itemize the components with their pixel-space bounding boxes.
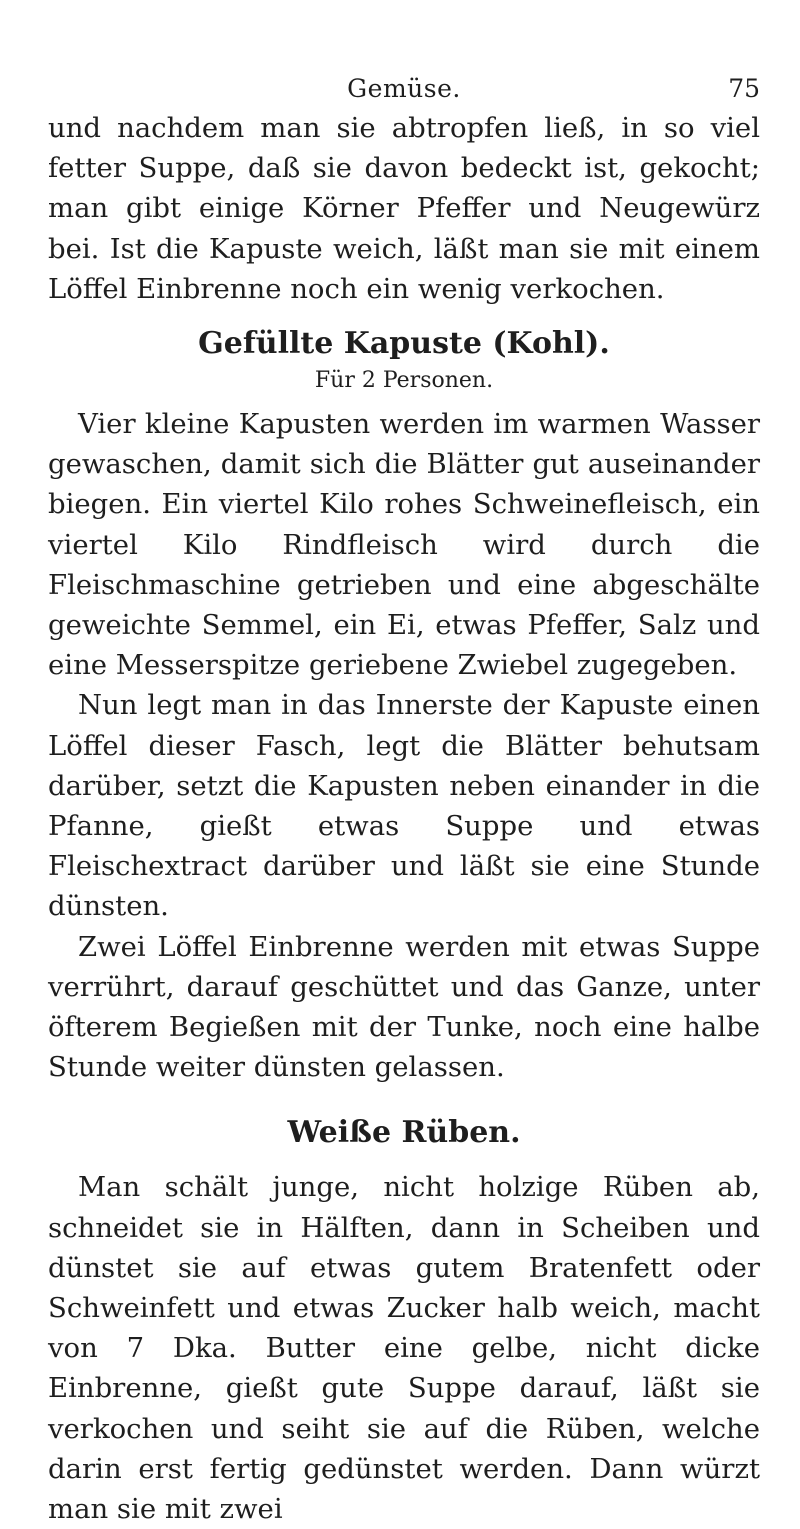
intro-paragraph: und nachdem man sie abtropfen ließ, in so viel fetter Suppe, daß sie davon bedeckt ist, gekocht; man gibt einige Körner Pfeffer und Neugewürz bei. Ist die Kapuste weich, läßt man sie mit einem Löffel Einbrenne noch ein wenig verkochen. (48, 112, 760, 305)
running-head (48, 0, 760, 103)
recipe1-paragraph-3: Zwei Löffel Einbrenne werden mit etwas Suppe verrührt, darauf geschüttet und das Ganze, unter öfterem Begießen mit der Tunke, noch eine halbe Stunde weiter dünsten gelassen. (48, 930, 760, 1084)
page-body (48, 108, 760, 1529)
recipe2-paragraph-1: Man schält junge, nicht holzige Rüben ab, schneidet sie in Hälften, dann in Scheiben und dünstet sie auf etwas gutem Bratenfett oder Schweinfett und etwas Zucker halb weich, macht von 7 Dka. Butter eine gelbe, nicht dicke Einbrenne, gießt gute Suppe darauf, läßt sie verkochen und seiht sie auf die Rüben, welche darin erst fertig gedünstet werden. Dann würzt man sie mit zwei (48, 1171, 760, 1526)
recipe-serving-size: Für 2 Personen. (314, 368, 494, 394)
recipe-title-gefuellte-kapuste: Gefüllte Kapuste (Kohl). (198, 326, 610, 362)
recipe1-paragraph-1: Vier kleine Kapusten werden im warmen Wasser gewaschen, damit sich die Blätter gut auseinander biegen. Ein viertel Kilo rohes Schweinefleisch, ein viertel Kilo Rindfleisch wird durch die Fleischmaschine getrieben und eine abgeschälte geweichte Semmel, ein Ei, etwas Pfeffer, Salz und eine Messerspitze geriebene Zwiebel zugegeben. (48, 408, 760, 682)
page-header-title: Gemüse. (347, 74, 461, 103)
recipe1-paragraph-2: Nun legt man in das Innerste der Kapuste einen Löffel dieser Fasch, legt die Blätter behutsam darüber, setzt die Kapusten neben einander in die Pfanne, gießt etwas Suppe und etwas Fleischextract darüber und läßt sie eine Stunde dünsten. (48, 689, 760, 923)
page-number: 75 (728, 74, 760, 103)
recipe-title-weisse-rueben: Weiße Rüben. (287, 1115, 521, 1151)
